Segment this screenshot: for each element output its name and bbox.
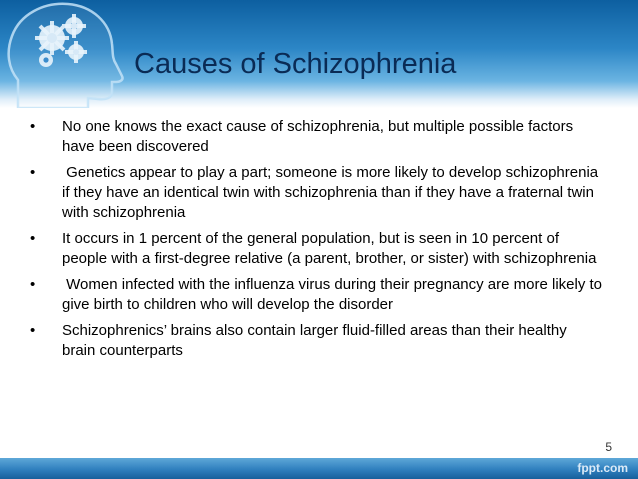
bullet-item bbox=[24, 321, 604, 361]
bullet-item bbox=[24, 163, 604, 223]
footer-brand: fppt.com bbox=[577, 461, 628, 475]
slide-title: Causes of Schizophrenia bbox=[134, 48, 457, 80]
bullet-marker: • bbox=[30, 322, 36, 339]
page-number: 5 bbox=[605, 440, 612, 454]
bullet-list bbox=[24, 117, 607, 367]
bullet-item bbox=[24, 275, 607, 315]
bullet-text: It occurs in 1 percent of the general population, but is seen in 10 percent of people with a first-degree relative (a parent, brother, or sister) with schizophrenia bbox=[62, 230, 597, 267]
bullet-text: Genetics appear to play a part; someone is more likely to develop schizophrenia if they have an identical twin with schizophrenia than if they have a fraternal twin with schizophrenia bbox=[62, 164, 603, 221]
head-gears-icon bbox=[0, 0, 130, 108]
bullet-item bbox=[24, 229, 604, 269]
bullet-text: No one knows the exact cause of schizophrenia, but multiple possible factors have been discovered bbox=[62, 118, 574, 155]
bullet-marker: • bbox=[30, 164, 36, 181]
bullet-marker: • bbox=[30, 230, 36, 247]
bullet-text: Women infected with the influenza virus during their pregnancy are more likely to give birth to children who will develop the disorder bbox=[62, 276, 607, 313]
bullet-text: Schizophrenics’ brains also contain larger fluid-filled areas than their healthy brain counterparts bbox=[62, 322, 567, 359]
bullet-marker: • bbox=[30, 118, 36, 135]
bullet-item bbox=[24, 117, 604, 157]
header-band bbox=[0, 0, 638, 108]
footer-band bbox=[0, 458, 638, 479]
bullet-marker: • bbox=[30, 276, 36, 293]
